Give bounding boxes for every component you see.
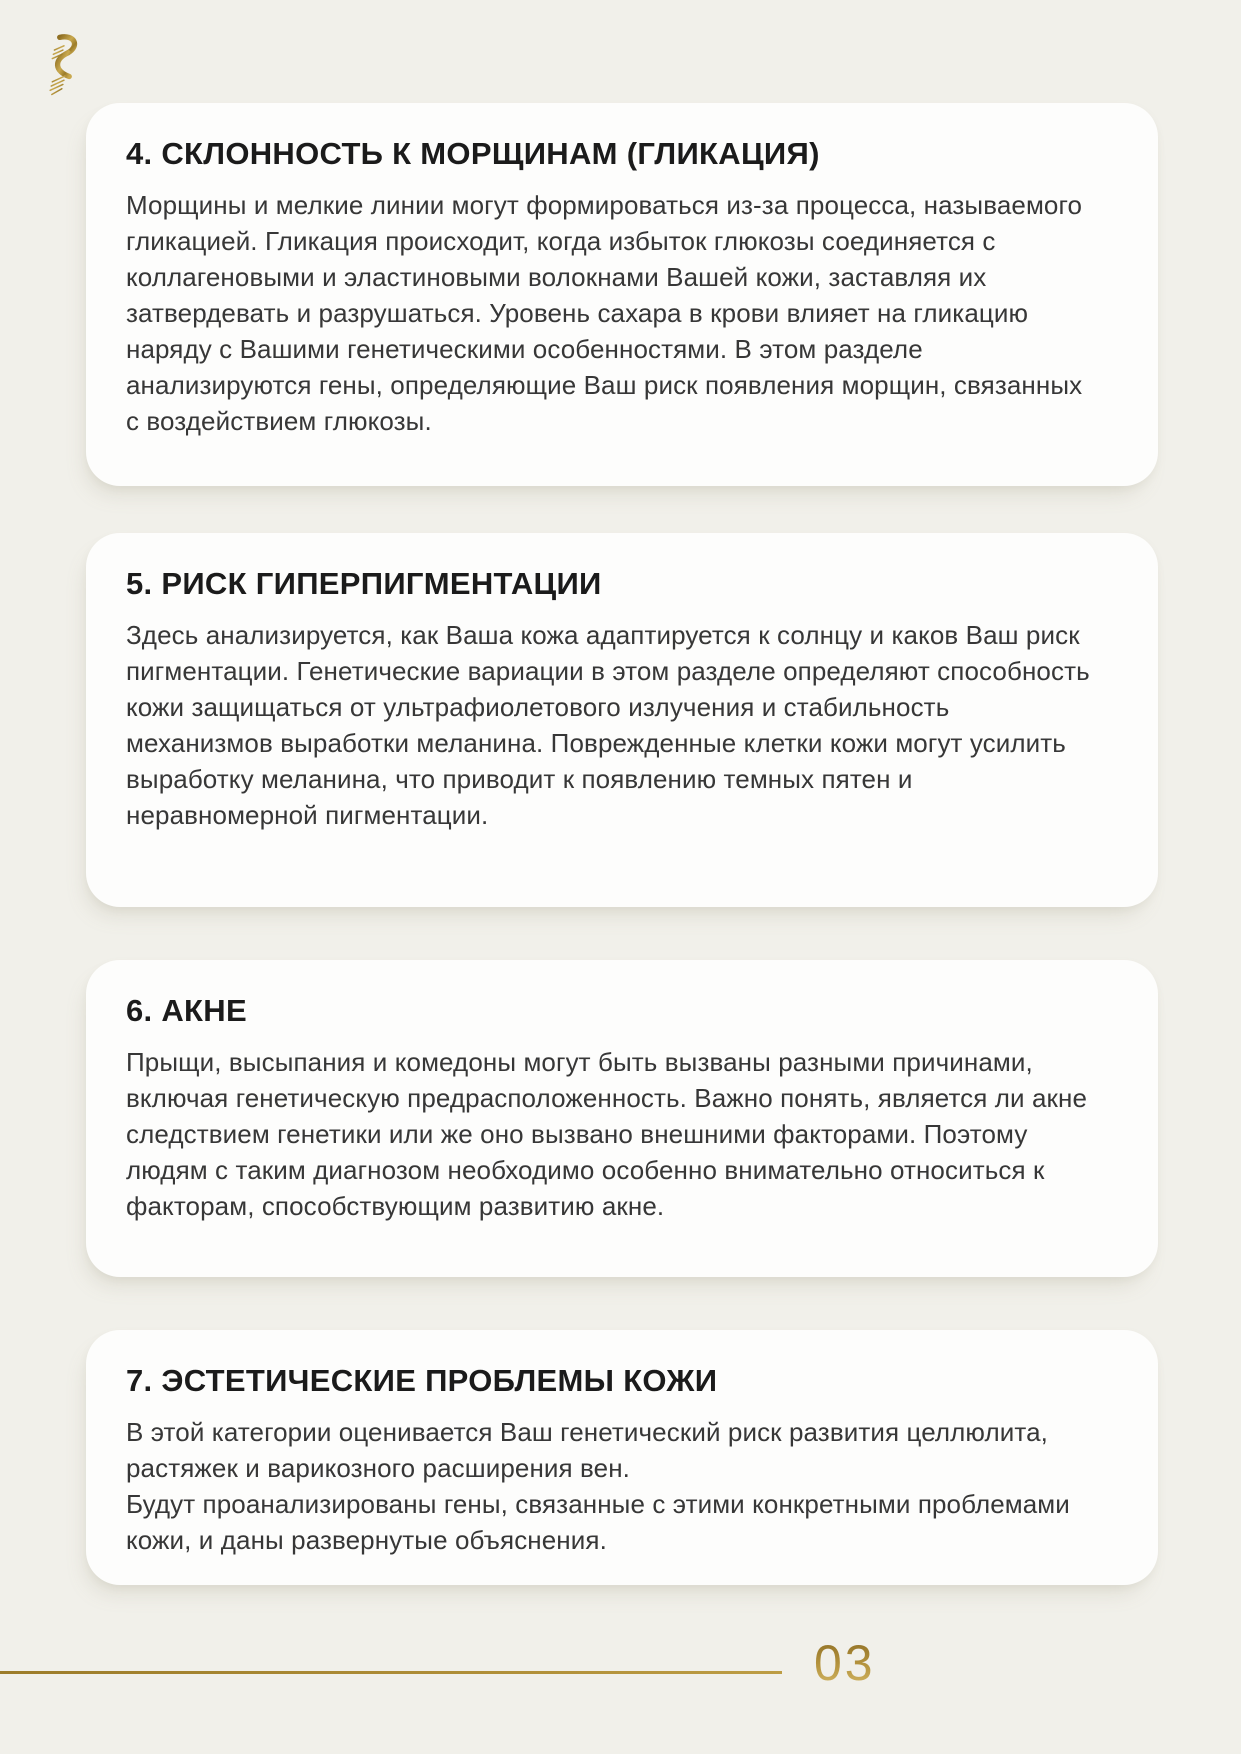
- section-card-hyperpigmentation-risk: [86, 533, 1158, 907]
- section-card-wrinkles-glycation: [86, 103, 1158, 486]
- section-title: 5. РИСК ГИПЕРПИГМЕНТАЦИИ: [126, 566, 602, 601]
- section-title: 6. АКНЕ: [126, 993, 247, 1028]
- footer-divider: [0, 1671, 782, 1674]
- dna-helix-logo-icon: [47, 34, 83, 100]
- section-body: Морщины и мелкие линии могут формироваться из-за процесса, называемого гликацией. Гликация происходит, когда избыток глюкозы соединяется с коллагеновыми и эластиновыми волокнами Вашей кожи, заставляя их затвердевать и разрушаться. Уровень сахара в крови влияет на гликацию наряду с Вашими генетическими особенностями. В этом разделе анализируются гены, определяющие Ваш риск появления морщин, связанных с воздействием глюкозы.: [126, 190, 1083, 436]
- section-body: В этой категории оценивается Ваш генетический риск развития целлюлита, растяжек и варикозного расширения вен. Будут проанализированы гены, связанные с этими конкретными проблемами кожи, и даны развернутые объяснения.: [126, 1417, 1070, 1555]
- section-body: Прыщи, высыпания и комедоны могут быть вызваны разными причинами, включая генетическую предрасположенность. Важно понять, является ли акне следствием генетики или же оно вызвано внешними факторами. Поэтому людям с таким диагнозом необходимо особенно внимательно относиться к факторам, способствующим развитию акне.: [126, 1047, 1088, 1221]
- section-card-acne: [86, 960, 1158, 1277]
- page-number: 03: [814, 1635, 876, 1691]
- section-title: 4. СКЛОННОСТЬ К МОРЩИНАМ (ГЛИКАЦИЯ): [126, 136, 820, 171]
- section-card-aesthetic-skin-problems: [86, 1330, 1158, 1585]
- section-title: 7. ЭСТЕТИЧЕСКИЕ ПРОБЛЕМЫ КОЖИ: [126, 1363, 718, 1398]
- section-body: Здесь анализируется, как Ваша кожа адаптируется к солнцу и каков Ваш риск пигментации. Генетические вариации в этом разделе определяют способность кожи защищаться от ультрафиолетового излучения и стабильность механизмов выработки меланина. Поврежденные клетки кожи могут усилить выработку меланина, что приводит к появлению темных пятен и неравномерной пигментации.: [126, 620, 1090, 830]
